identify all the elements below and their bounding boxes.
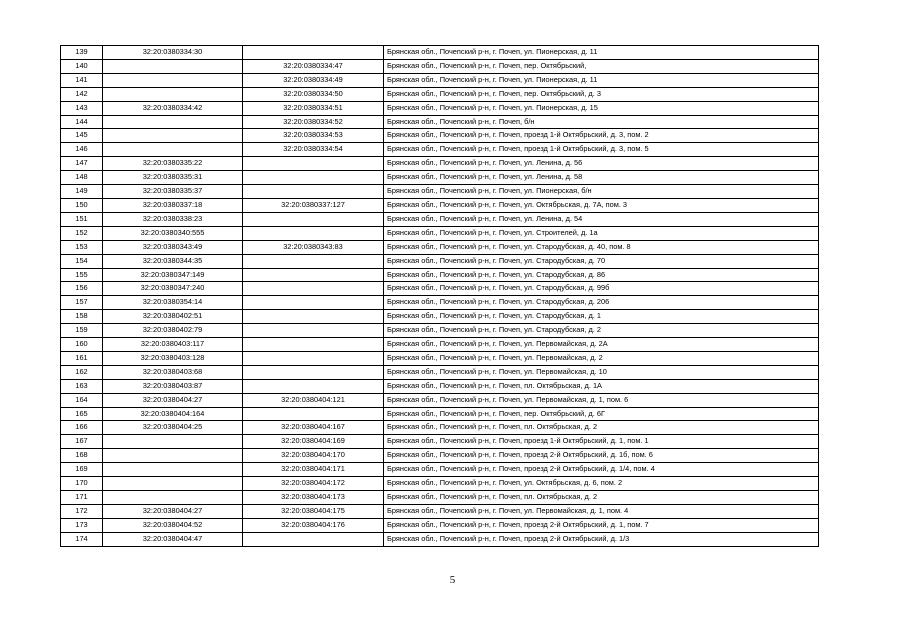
row-number-cell: 148: [61, 171, 103, 185]
address-cell: Брянская обл., Почепский р-н, г. Почеп, проезд 2-й Октябрьский, д. 1, пом. 7: [384, 518, 819, 532]
address-cell: Брянская обл., Почепский р-н, г. Почеп, ул. Первомайская, д. 2: [384, 351, 819, 365]
cadastral-number-cell: 32:20:0380337:18: [103, 198, 243, 212]
cadastral-number-cell: [103, 477, 243, 491]
address-cell: Брянская обл., Почепский р-н, г. Почеп, ул. Пионерская, д. 11: [384, 73, 819, 87]
table-row: [61, 254, 819, 268]
table-row: [61, 477, 819, 491]
row-number-cell: 160: [61, 338, 103, 352]
row-number-cell: 164: [61, 393, 103, 407]
cadastral-number-cell: 32:20:0380335:37: [103, 185, 243, 199]
row-number-cell: 146: [61, 143, 103, 157]
address-cell: Брянская обл., Почепский р-н, г. Почеп, ул. Первомайская, д. 1, пом. 6: [384, 393, 819, 407]
cadastral-number-cell: 32:20:0380334:42: [103, 101, 243, 115]
cadastral-number-cell: 32:20:0380340:555: [103, 226, 243, 240]
building-cadastral-number-cell: 32:20:0380404:167: [243, 421, 384, 435]
building-cadastral-number-cell: [243, 310, 384, 324]
row-number-cell: 149: [61, 185, 103, 199]
row-number-cell: 147: [61, 157, 103, 171]
building-cadastral-number-cell: [243, 212, 384, 226]
registry-table: [60, 45, 819, 547]
page-number: 5: [449, 574, 456, 586]
row-number-cell: 172: [61, 504, 103, 518]
table-row: [61, 532, 819, 546]
building-cadastral-number-cell: [243, 407, 384, 421]
table-row: [61, 157, 819, 171]
table-row: [61, 212, 819, 226]
address-cell: Брянская обл., Почепский р-н, г. Почеп, ул. Стародубская, д. 99б: [384, 282, 819, 296]
address-cell: Брянская обл., Почепский р-н, г. Почеп, ул. Стародубская, д. 2: [384, 324, 819, 338]
table-row: [61, 504, 819, 518]
row-number-cell: 168: [61, 449, 103, 463]
cadastral-number-cell: [103, 143, 243, 157]
row-number-cell: 170: [61, 477, 103, 491]
cadastral-number-cell: 32:20:0380403:128: [103, 351, 243, 365]
cadastral-number-cell: 32:20:0380404:47: [103, 532, 243, 546]
address-cell: Брянская обл., Почепский р-н, г. Почеп, проезд 2-й Октябрьский, д. 1/4, пом. 4: [384, 463, 819, 477]
row-number-cell: 171: [61, 491, 103, 505]
address-cell: Брянская обл., Почепский р-н, г. Почеп, ул. Пионерская, д. 11: [384, 46, 819, 60]
row-number-cell: 162: [61, 365, 103, 379]
building-cadastral-number-cell: [243, 351, 384, 365]
building-cadastral-number-cell: [243, 532, 384, 546]
row-number-cell: 156: [61, 282, 103, 296]
row-number-cell: 163: [61, 379, 103, 393]
row-number-cell: 143: [61, 101, 103, 115]
table-row: [61, 143, 819, 157]
cadastral-number-cell: 32:20:0380404:25: [103, 421, 243, 435]
address-cell: Брянская обл., Почепский р-н, г. Почеп, пер. Октябрьский,: [384, 59, 819, 73]
cadastral-number-cell: [103, 463, 243, 477]
building-cadastral-number-cell: 32:20:0380404:172: [243, 477, 384, 491]
row-number-cell: 150: [61, 198, 103, 212]
cadastral-number-cell: 32:20:0380403:68: [103, 365, 243, 379]
building-cadastral-number-cell: 32:20:0380334:53: [243, 129, 384, 143]
table-row: [61, 268, 819, 282]
cadastral-number-cell: [103, 87, 243, 101]
cadastral-number-cell: [103, 491, 243, 505]
address-cell: Брянская обл., Почепский р-н, г. Почеп, ул. Первомайская, д. 1, пом. 4: [384, 504, 819, 518]
row-number-cell: 155: [61, 268, 103, 282]
table-row: [61, 449, 819, 463]
cadastral-number-cell: [103, 115, 243, 129]
row-number-cell: 174: [61, 532, 103, 546]
row-number-cell: 141: [61, 73, 103, 87]
row-number-cell: 173: [61, 518, 103, 532]
table-row: [61, 59, 819, 73]
table-row: [61, 324, 819, 338]
building-cadastral-number-cell: 32:20:0380404:175: [243, 504, 384, 518]
building-cadastral-number-cell: [243, 171, 384, 185]
address-cell: Брянская обл., Почепский р-н, г. Почеп, проезд 1-й Октябрьский, д. 3, пом. 5: [384, 143, 819, 157]
building-cadastral-number-cell: 32:20:0380404:176: [243, 518, 384, 532]
table-row: [61, 338, 819, 352]
row-number-cell: 144: [61, 115, 103, 129]
table-row: [61, 310, 819, 324]
cadastral-number-cell: 32:20:0380347:149: [103, 268, 243, 282]
address-cell: Брянская обл., Почепский р-н, г. Почеп, ул. Октябрьская, д. 6, пом. 2: [384, 477, 819, 491]
table-row: [61, 365, 819, 379]
address-cell: Брянская обл., Почепский р-н, г. Почеп, ул. Стародубская, д. 40, пом. 8: [384, 240, 819, 254]
building-cadastral-number-cell: 32:20:0380404:121: [243, 393, 384, 407]
table-row: [61, 115, 819, 129]
building-cadastral-number-cell: [243, 254, 384, 268]
table-row: [61, 379, 819, 393]
building-cadastral-number-cell: 32:20:0380404:170: [243, 449, 384, 463]
row-number-cell: 159: [61, 324, 103, 338]
row-number-cell: 151: [61, 212, 103, 226]
address-cell: Брянская обл., Почепский р-н, г. Почеп, проезд 2-й Октябрьский, д. 1б, пом. 6: [384, 449, 819, 463]
address-cell: Брянская обл., Почепский р-н, г. Почеп, пл. Октябрьская, д. 2: [384, 491, 819, 505]
table-row: [61, 240, 819, 254]
cadastral-number-cell: 32:20:0380335:22: [103, 157, 243, 171]
cadastral-number-cell: 32:20:0380402:79: [103, 324, 243, 338]
building-cadastral-number-cell: [243, 296, 384, 310]
building-cadastral-number-cell: [243, 365, 384, 379]
cadastral-number-cell: [103, 129, 243, 143]
building-cadastral-number-cell: [243, 226, 384, 240]
table-row: [61, 518, 819, 532]
row-number-cell: 152: [61, 226, 103, 240]
table-row: [61, 491, 819, 505]
building-cadastral-number-cell: 32:20:0380334:54: [243, 143, 384, 157]
building-cadastral-number-cell: 32:20:0380334:49: [243, 73, 384, 87]
cadastral-number-cell: 32:20:0380338:23: [103, 212, 243, 226]
table-row: [61, 185, 819, 199]
address-cell: Брянская обл., Почепский р-н, г. Почеп, ул. Первомайская, д. 2А: [384, 338, 819, 352]
building-cadastral-number-cell: 32:20:0380334:52: [243, 115, 384, 129]
cadastral-number-cell: 32:20:0380335:31: [103, 171, 243, 185]
address-cell: Брянская обл., Почепский р-н, г. Почеп, ул. Октябрьская, д. 7А, пом. 3: [384, 198, 819, 212]
cadastral-number-cell: 32:20:0380404:52: [103, 518, 243, 532]
building-cadastral-number-cell: 32:20:0380404:169: [243, 435, 384, 449]
address-cell: Брянская обл., Почепский р-н, г. Почеп, проезд 1-й Октябрьский, д. 3, пом. 2: [384, 129, 819, 143]
building-cadastral-number-cell: [243, 379, 384, 393]
cadastral-number-cell: [103, 435, 243, 449]
table-row: [61, 87, 819, 101]
row-number-cell: 158: [61, 310, 103, 324]
row-number-cell: 165: [61, 407, 103, 421]
building-cadastral-number-cell: 32:20:0380334:50: [243, 87, 384, 101]
row-number-cell: 161: [61, 351, 103, 365]
table-row: [61, 463, 819, 477]
address-cell: Брянская обл., Почепский р-н, г. Почеп, пл. Октябрьская, д. 1А: [384, 379, 819, 393]
table-row: [61, 129, 819, 143]
row-number-cell: 145: [61, 129, 103, 143]
cadastral-number-cell: 32:20:0380403:117: [103, 338, 243, 352]
building-cadastral-number-cell: 32:20:0380334:47: [243, 59, 384, 73]
cadastral-number-cell: [103, 449, 243, 463]
building-cadastral-number-cell: [243, 338, 384, 352]
cadastral-number-cell: 32:20:0380344:35: [103, 254, 243, 268]
cadastral-number-cell: 32:20:0380402:51: [103, 310, 243, 324]
building-cadastral-number-cell: [243, 185, 384, 199]
cadastral-number-cell: [103, 73, 243, 87]
cadastral-number-cell: 32:20:0380404:27: [103, 393, 243, 407]
address-cell: Брянская обл., Почепский р-н, г. Почеп, ул. Ленина, д. 54: [384, 212, 819, 226]
cadastral-number-cell: [103, 59, 243, 73]
row-number-cell: 157: [61, 296, 103, 310]
address-cell: Брянская обл., Почепский р-н, г. Почеп, пер. Октябрьский, д. 3: [384, 87, 819, 101]
row-number-cell: 153: [61, 240, 103, 254]
row-number-cell: 140: [61, 59, 103, 73]
row-number-cell: 166: [61, 421, 103, 435]
address-cell: Брянская обл., Почепский р-н, г. Почеп, ул. Ленина, д. 58: [384, 171, 819, 185]
building-cadastral-number-cell: 32:20:0380337:127: [243, 198, 384, 212]
table-row: [61, 435, 819, 449]
cadastral-number-cell: 32:20:0380403:87: [103, 379, 243, 393]
building-cadastral-number-cell: 32:20:0380343:83: [243, 240, 384, 254]
cadastral-number-cell: 32:20:0380354:14: [103, 296, 243, 310]
address-cell: Брянская обл., Почепский р-н, г. Почеп, ул. Пионерская, д. 15: [384, 101, 819, 115]
table-row: [61, 226, 819, 240]
table-row: [61, 73, 819, 87]
cadastral-number-cell: 32:20:0380404:164: [103, 407, 243, 421]
address-cell: Брянская обл., Почепский р-н, г. Почеп, ул. Стародубская, д. 70: [384, 254, 819, 268]
address-cell: Брянская обл., Почепский р-н, г. Почеп, ул. Пионерская, б/н: [384, 185, 819, 199]
building-cadastral-number-cell: [243, 268, 384, 282]
cadastral-number-cell: 32:20:0380343:49: [103, 240, 243, 254]
table-row: [61, 407, 819, 421]
table-row: [61, 421, 819, 435]
address-cell: Брянская обл., Почепский р-н, г. Почеп, пл. Октябрьская, д. 2: [384, 421, 819, 435]
table-row: [61, 351, 819, 365]
registry-table-body: [61, 46, 819, 547]
address-cell: Брянская обл., Почепский р-н, г. Почеп, ул. Стародубская, д. 206: [384, 296, 819, 310]
building-cadastral-number-cell: 32:20:0380334:51: [243, 101, 384, 115]
row-number-cell: 167: [61, 435, 103, 449]
table-row: [61, 296, 819, 310]
row-number-cell: 154: [61, 254, 103, 268]
building-cadastral-number-cell: 32:20:0380404:173: [243, 491, 384, 505]
address-cell: Брянская обл., Почепский р-н, г. Почеп, проезд 1-й Октябрьский, д. 1, пом. 1: [384, 435, 819, 449]
row-number-cell: 142: [61, 87, 103, 101]
row-number-cell: 169: [61, 463, 103, 477]
building-cadastral-number-cell: 32:20:0380404:171: [243, 463, 384, 477]
table-row: [61, 282, 819, 296]
cadastral-number-cell: 32:20:0380334:30: [103, 46, 243, 60]
address-cell: Брянская обл., Почепский р-н, г. Почеп, ул. Строителей, д. 1а: [384, 226, 819, 240]
cadastral-number-cell: 32:20:0380347:240: [103, 282, 243, 296]
table-row: [61, 393, 819, 407]
cadastral-number-cell: 32:20:0380404:27: [103, 504, 243, 518]
address-cell: Брянская обл., Почепский р-н, г. Почеп, б/н: [384, 115, 819, 129]
table-row: [61, 198, 819, 212]
building-cadastral-number-cell: [243, 157, 384, 171]
address-cell: Брянская обл., Почепский р-н, г. Почеп, ул. Ленина, д. 56: [384, 157, 819, 171]
table-row: [61, 46, 819, 60]
address-cell: Брянская обл., Почепский р-н, г. Почеп, ул. Стародубская, д. 1: [384, 310, 819, 324]
building-cadastral-number-cell: [243, 46, 384, 60]
row-number-cell: 139: [61, 46, 103, 60]
table-row: [61, 101, 819, 115]
address-cell: Брянская обл., Почепский р-н, г. Почеп, ул. Стародубская, д. 86: [384, 268, 819, 282]
building-cadastral-number-cell: [243, 282, 384, 296]
address-cell: Брянская обл., Почепский р-н, г. Почеп, проезд 2-й Октябрьский, д. 1/3: [384, 532, 819, 546]
table-row: [61, 171, 819, 185]
address-cell: Брянская обл., Почепский р-н, г. Почеп, пер. Октябрьский, д. 6Г: [384, 407, 819, 421]
address-cell: Брянская обл., Почепский р-н, г. Почеп, ул. Первомайская, д. 10: [384, 365, 819, 379]
building-cadastral-number-cell: [243, 324, 384, 338]
